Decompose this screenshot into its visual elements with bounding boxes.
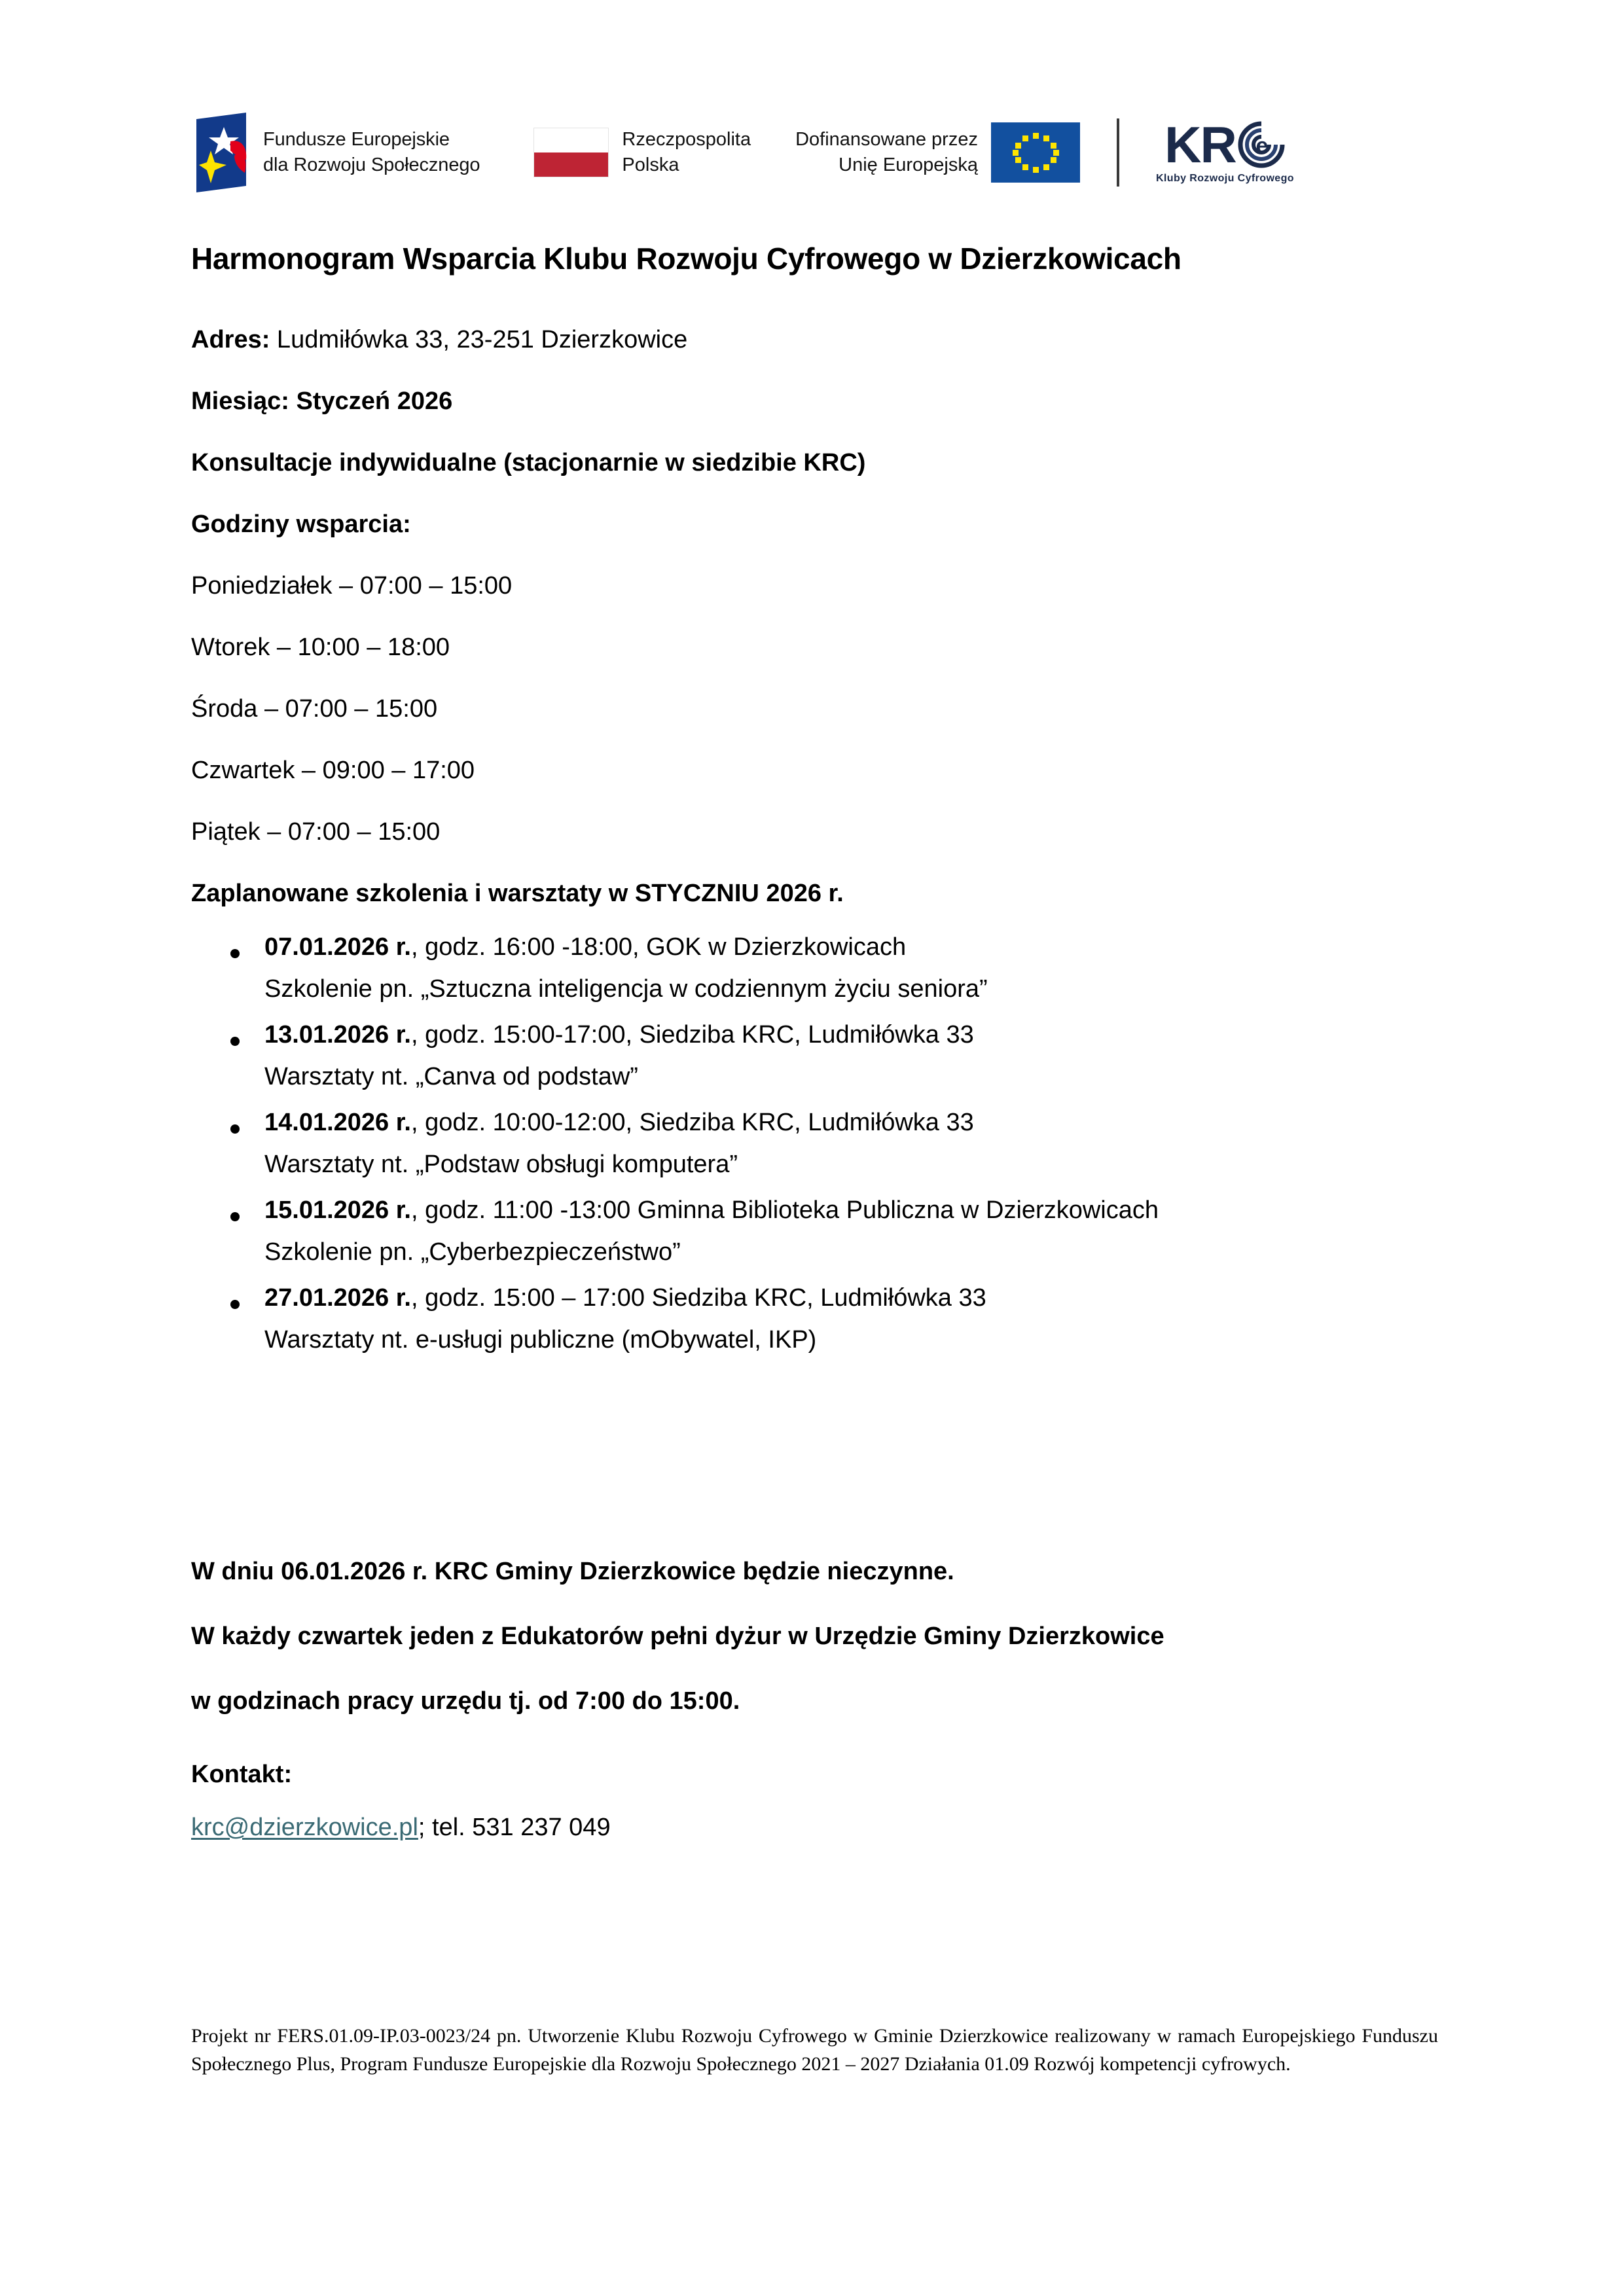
- opening-hours-friday: Piątek – 07:00 – 15:00: [191, 818, 441, 846]
- fe-line-2: dla Rozwoju Społecznego: [263, 154, 480, 175]
- rzeczpospolita-polska-logo: [533, 127, 751, 177]
- event-date: 13.01.2026 r.: [264, 1021, 411, 1049]
- closing-notes: [191, 1558, 1441, 1752]
- opening-hours-thursday: Czwartek – 09:00 – 17:00: [191, 757, 475, 784]
- krc-wordmark: [1164, 115, 1286, 173]
- eu-line-1: Dofinansowane przez: [795, 129, 978, 151]
- consultations-line: Konsultacje indywidualne (stacjonarnie w siedzibie KRC): [191, 449, 866, 476]
- list-item: [191, 935, 1435, 1001]
- contact-details: [191, 1814, 611, 1842]
- contact-heading: Kontakt:: [191, 1761, 293, 1788]
- svg-text:e: e: [1255, 134, 1267, 158]
- list-item: [191, 1022, 1435, 1089]
- krc-subtitle: Kluby Rozwoju Cyfrowego: [1155, 173, 1294, 185]
- event-date: 14.01.2026 r.: [264, 1109, 411, 1136]
- event-header: [264, 1285, 1435, 1310]
- krc-spiral-e-icon: [1237, 120, 1286, 169]
- event-date: 07.01.2026 r.: [264, 933, 411, 961]
- fundusze-europejskie-logo: [191, 113, 480, 192]
- phone-text: ; tel. 531 237 049: [418, 1814, 611, 1841]
- flag-red-band: [534, 152, 608, 177]
- opening-hours-wednesday: Środa – 07:00 – 15:00: [191, 695, 438, 723]
- polish-flag-icon: [533, 128, 609, 177]
- event-description: Szkolenie pn. „Sztuczna inteligencja w codziennym życiu seniora”: [264, 975, 988, 1003]
- european-union-text: [795, 127, 978, 177]
- krc-letters: KR: [1164, 115, 1236, 173]
- project-footer-note: Projekt nr FERS.01.09-IP.03-0023/24 pn. Utworzenie Klubu Rozwoju Cyfrowego w Gminie Dzierzkowice realizowany w ramach Europejskiego Funduszu Społecznego Plus, Program Fundusze Europejskie dla Rozwoju Społecznego 2021 – 2027 Działania 01.09 Rozwój kompetencji cyfrowych.: [191, 2025, 1438, 2075]
- rzeczpospolita-text: [622, 127, 751, 177]
- event-description: Szkolenie pn. „Cyberbezpieczeństwo”: [264, 1238, 681, 1266]
- event-description: Warsztaty nt. „Podstaw obsługi komputera”: [264, 1151, 738, 1178]
- contact-block: [191, 1761, 611, 1867]
- eu-line-2: Unię Europejską: [839, 154, 978, 175]
- note-thursday-duty-line2: w godzinach pracy urzędu tj. od 7:00 do 15:00.: [191, 1687, 740, 1715]
- rp-line-2: Polska: [622, 154, 679, 175]
- event-details: , godz. 10:00-12:00, Siedziba KRC, Ludmiłówka 33: [411, 1109, 974, 1136]
- events-list: [191, 935, 1435, 1373]
- event-details: , godz. 16:00 -18:00, GOK w Dzierzkowicach: [411, 933, 907, 961]
- list-item: [191, 1198, 1435, 1265]
- fundusze-europejskie-text: [263, 127, 480, 177]
- logo-divider: [1117, 118, 1119, 187]
- event-header: [264, 1022, 1435, 1047]
- fundusze-europejskie-icon: [191, 113, 251, 192]
- krc-logo: [1155, 115, 1294, 185]
- event-details: , godz. 11:00 -13:00 Gminna Biblioteka Publiczna w Dzierzkowicach: [411, 1196, 1159, 1224]
- note-closed-day: W dniu 06.01.2026 r. KRC Gminy Dzierzkowice będzie nieczynne.: [191, 1558, 954, 1585]
- hours-label: Godziny wsparcia:: [191, 511, 411, 538]
- month-line: Miesiąc: Styczeń 2026: [191, 387, 453, 415]
- note-thursday-duty-line1: W każdy czwartek jeden z Edukatorów pełni dyżur w Urzędzie Gminy Dzierzkowice: [191, 1623, 1164, 1650]
- rp-line-1: Rzeczpospolita: [622, 129, 751, 151]
- event-description: Warsztaty nt. „Canva od podstaw”: [264, 1063, 638, 1090]
- event-details: , godz. 15:00-17:00, Siedziba KRC, Ludmiłówka 33: [411, 1021, 974, 1049]
- event-date: 15.01.2026 r.: [264, 1196, 411, 1224]
- info-block: [191, 327, 1435, 906]
- list-item: [191, 1110, 1435, 1177]
- opening-hours-monday: Poniedziałek – 07:00 – 15:00: [191, 572, 513, 600]
- event-details: , godz. 15:00 – 17:00 Siedziba KRC, Ludmiłówka 33: [411, 1284, 986, 1312]
- address-value: Ludmiłówka 33, 23-251 Dzierzkowice: [270, 326, 688, 353]
- address-label: Adres:: [191, 326, 270, 353]
- european-union-logo: [795, 122, 1080, 183]
- event-date: 27.01.2026 r.: [264, 1284, 411, 1312]
- opening-hours-tuesday: Wtorek – 10:00 – 18:00: [191, 634, 450, 661]
- funding-logo-strip: [191, 103, 1441, 202]
- event-description: Warsztaty nt. e-usługi publiczne (mObywatel, IKP): [264, 1326, 817, 1354]
- page-title: Harmonogram Wsparcia Klubu Rozwoju Cyfrowego w Dzierzkowicach: [191, 242, 1182, 276]
- european-union-flag-icon: [991, 122, 1080, 183]
- event-header: [264, 1110, 1435, 1135]
- fe-line-1: Fundusze Europejskie: [263, 129, 450, 151]
- events-heading: Zaplanowane szkolenia i warsztaty w STYCZNIU 2026 r.: [191, 880, 844, 907]
- event-header: [264, 1198, 1435, 1223]
- event-header: [264, 935, 1435, 960]
- flag-white-band: [534, 128, 608, 152]
- address-line: [191, 327, 1435, 352]
- email-link[interactable]: krc@dzierzkowice.pl: [191, 1814, 418, 1841]
- list-item: [191, 1285, 1435, 1352]
